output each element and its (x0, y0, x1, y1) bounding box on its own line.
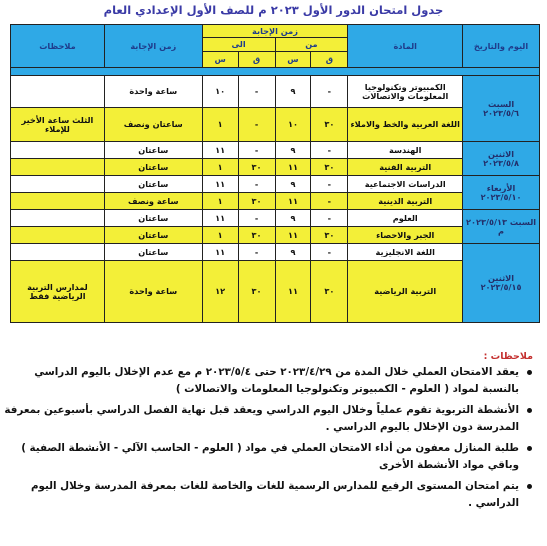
from-minute-cell: ٣٠ (311, 108, 348, 142)
to-minute-cell: - (238, 108, 275, 142)
table-row (11, 193, 540, 210)
to-hour-cell: ١١ (202, 176, 238, 193)
to-hour-cell: ١ (202, 193, 238, 210)
duration-cell: ساعة ونصف (104, 193, 202, 210)
day-cell (463, 142, 540, 176)
table-row (11, 261, 540, 323)
header-to: الى (202, 38, 275, 52)
day-cell (463, 76, 540, 142)
to-minute-cell: - (238, 76, 275, 108)
remark-cell (11, 159, 105, 176)
from-hour-cell: ١١ (275, 227, 311, 244)
table-row (11, 142, 540, 159)
duration-cell: ساعة واحدة (104, 261, 202, 323)
day-date: ٢٠٢٣/٥/١٥ (480, 282, 522, 292)
remark-cell: لمدارس التربية الرياضية فقط (11, 261, 105, 323)
table-row (11, 244, 540, 261)
to-minute-cell: ٣٠ (238, 193, 275, 210)
notes-heading: ملاحظات : (483, 351, 533, 362)
from-hour-cell: ٩ (275, 176, 311, 193)
note-item: يتم امتحان المستوى الرفيع للمدارس الرسمية للغات والخاصة للغات بمعرفة المدرسة وخلال اليوم الدراسي . (4, 478, 519, 512)
note-item: الأنشطة التربوية تقوم عملياً وخلال اليوم الدراسي ويعقد قبل نهاية الفصل الدراسي بأسبوعين بمعرفة المدرسة دون الإخلال باليوم الدراسي . (4, 402, 519, 436)
subject-cell: الدراسات الاجتماعية (348, 176, 463, 193)
day-cell (463, 244, 540, 323)
from-hour-cell: ٩ (275, 244, 311, 261)
table-row (11, 159, 540, 176)
header-remarks: ملاحظات (11, 25, 105, 68)
remark-cell (11, 142, 105, 159)
to-hour-cell: ١٠ (202, 76, 238, 108)
to-minute-cell: - (238, 210, 275, 227)
day-date: ٢٠٢٣/٥/٨ (483, 157, 520, 168)
to-hour-cell: ١١ (202, 142, 238, 159)
header-day-date: اليوم والتاريخ (463, 25, 540, 68)
to-hour-cell: ١ (202, 108, 238, 142)
day-name: السبت (487, 98, 515, 109)
duration-cell: ساعتان (104, 142, 202, 159)
table-row (11, 76, 540, 108)
header-time-group: زمن الإجابة (202, 25, 348, 38)
header-to-minute: ق (238, 52, 275, 68)
from-hour-cell: ٩ (275, 142, 311, 159)
day-name: السبت ٢٠٢٣/٥/١٣ م (466, 216, 537, 236)
to-minute-cell: - (238, 176, 275, 193)
duration-cell: ساعتان (104, 159, 202, 176)
from-hour-cell: ١١ (275, 261, 311, 323)
remark-cell: الثلث ساعة الأخير للإملاء (11, 108, 105, 142)
day-date: ٢٠٢٣/٥/٦ (483, 107, 520, 118)
from-minute-cell: - (311, 142, 348, 159)
duration-cell: ساعتان (104, 210, 202, 227)
header-to-hour: س (202, 52, 238, 68)
to-minute-cell: ٣٠ (238, 159, 275, 176)
to-hour-cell: ١ (202, 227, 238, 244)
header-from: من (275, 38, 348, 52)
from-minute-cell: ٣٠ (311, 227, 348, 244)
exam-schedule-table (10, 24, 540, 323)
from-hour-cell: ٩ (275, 76, 311, 108)
from-minute-cell: - (311, 176, 348, 193)
to-hour-cell: ١١ (202, 210, 238, 227)
remark-cell (11, 176, 105, 193)
from-hour-cell: ٩ (275, 210, 311, 227)
page-title: جدول امتحان الدور الأول ٢٠٢٣ م للصف الأول الإعدادي العام (103, 3, 444, 17)
to-minute-cell: - (238, 244, 275, 261)
to-hour-cell: ١١ (202, 244, 238, 261)
table-row (11, 176, 540, 193)
spacer-bar (11, 68, 540, 76)
note-item: طلبة المنازل معفون من أداء الامتحان العملي في مواد ( العلوم - الحاسب الآلي - الأنشطة الصفية ) وباقي مواد الأنشطة الأخرى (4, 440, 519, 474)
notes-list (4, 364, 535, 516)
from-hour-cell: ١١ (275, 159, 311, 176)
from-minute-cell: - (311, 210, 348, 227)
from-minute-cell: - (311, 193, 348, 210)
header-duration: زمن الإجابة (104, 25, 202, 68)
subject-cell: التربية الرياضية (348, 261, 463, 323)
header-from-minute: ق (311, 52, 348, 68)
to-minute-cell: - (238, 142, 275, 159)
day-date: ٢٠٢٣/٥/١٠ (480, 191, 522, 202)
subject-cell: اللغة العربية والخط والاملاء (348, 108, 463, 142)
subject-cell: الكمبيوتر وتكنولوجيا المعلومات والاتصالات (348, 76, 463, 108)
note-item: يعقد الامتحان العملي خلال المدة من ٢٠٢٣/٤/٢٩ حتى ٢٠٢٣/٥/٤ م مع عدم الإخلال باليوم الدراسي بالنسبة لمواد ( العلوم - الكمبيوتر وتكنولوجيا المعلومات والاتصالات ) (4, 364, 519, 398)
day-cell (463, 210, 540, 244)
remark-cell (11, 193, 105, 210)
duration-cell: ساعتان (104, 244, 202, 261)
day-name: الاثنين (488, 148, 515, 159)
day-name: الأربعاء (486, 182, 516, 193)
day-cell (463, 176, 540, 210)
from-hour-cell: ١٠ (275, 108, 311, 142)
table-row (11, 108, 540, 142)
remark-cell (11, 210, 105, 227)
day-name: الاثنين (488, 273, 515, 284)
header-row-1 (11, 25, 540, 38)
from-minute-cell: - (311, 244, 348, 261)
table-row (11, 227, 540, 244)
subject-cell: الجبر والاحصاء (348, 227, 463, 244)
remark-cell (11, 227, 105, 244)
remark-cell (11, 244, 105, 261)
duration-cell: ساعتان (104, 176, 202, 193)
duration-cell: ساعة واحدة (104, 76, 202, 108)
to-minute-cell: ٣٠ (238, 227, 275, 244)
duration-cell: ساعتان ونصف (104, 108, 202, 142)
subject-cell: التربية الدينية (348, 193, 463, 210)
to-hour-cell: ١ (202, 159, 238, 176)
duration-cell: ساعتان (104, 227, 202, 244)
spacer-row (11, 68, 540, 76)
to-minute-cell: ٣٠ (238, 261, 275, 323)
remark-cell (11, 76, 105, 108)
from-minute-cell: - (311, 76, 348, 108)
from-hour-cell: ١١ (275, 193, 311, 210)
table-row (11, 210, 540, 227)
header-from-hour: س (275, 52, 311, 68)
subject-cell: التربية الفنية (348, 159, 463, 176)
subject-cell: العلوم (348, 210, 463, 227)
to-hour-cell: ١٢ (202, 261, 238, 323)
header-subject: المادة (348, 25, 463, 68)
from-minute-cell: ٣٠ (311, 261, 348, 323)
subject-cell: اللغة الانجليزية (348, 244, 463, 261)
subject-cell: الهندسة (348, 142, 463, 159)
from-minute-cell: ٣٠ (311, 159, 348, 176)
